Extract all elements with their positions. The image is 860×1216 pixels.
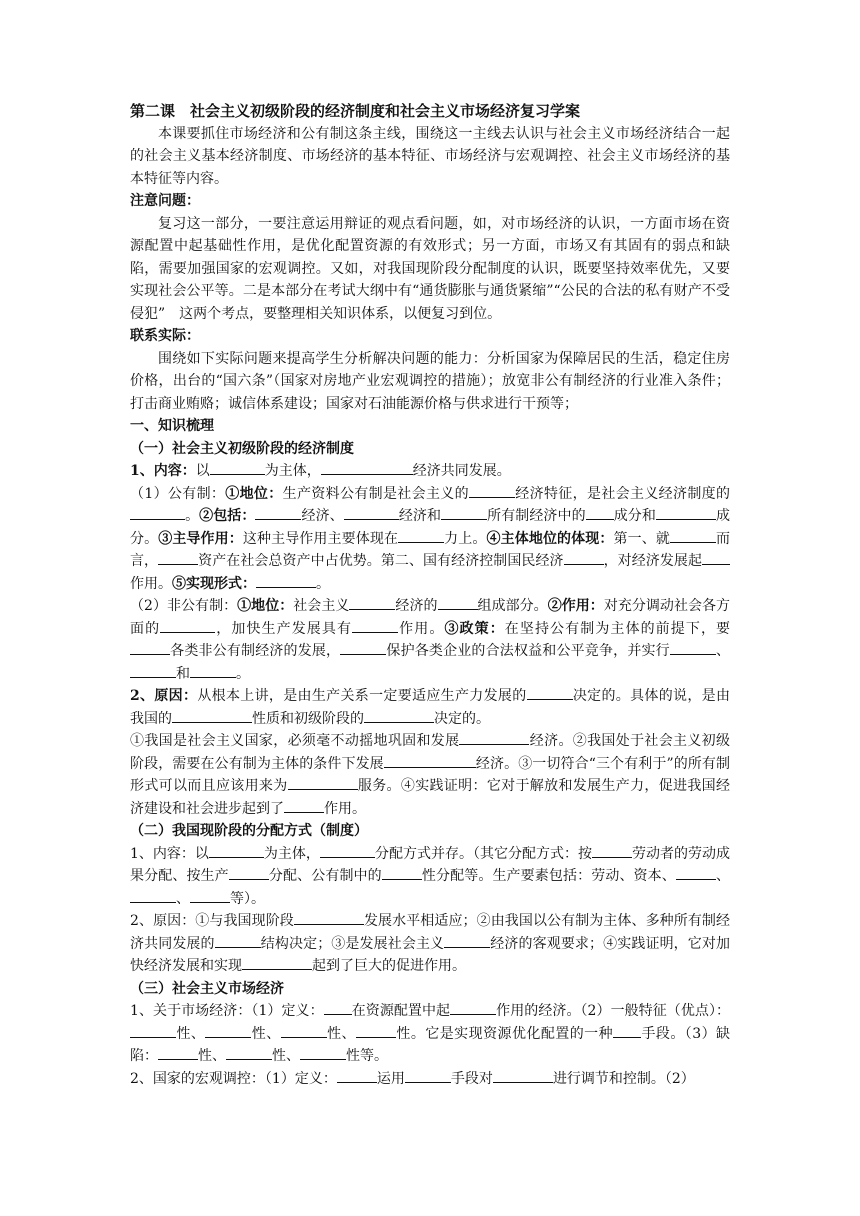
market-economy-paragraph: 1、关于市场经济：（1）定义： 在资源配置中起 作用的经济。（2）一般特征（优点）：性、 性、 性、 性。它是实现资源优化配置的一种 手段。（3）缺陷： 性、 性、 性等。 <box>130 1000 730 1068</box>
subsection-heading-economic-system: （一）社会主义初级阶段的经济制度 <box>130 440 354 457</box>
attention-heading: 注意问题： <box>130 193 200 209</box>
fill-blank[interactable] <box>441 505 487 520</box>
fill-blank[interactable] <box>384 753 476 768</box>
fill-blank[interactable] <box>405 1068 451 1083</box>
fill-blank[interactable] <box>229 865 269 880</box>
distribution-content-paragraph: 1、内容：以 为主体， 分配方式并存。（其它分配方式：按 劳动者的劳动成果分配、按生产 分配、公有制中的 性分配等。生产要素包括：劳动、资本、 、、 等）。 <box>130 843 730 911</box>
item-number: 1、内容： <box>130 463 196 479</box>
fill-blank[interactable] <box>444 933 490 948</box>
fill-blank[interactable] <box>205 1023 251 1038</box>
fill-blank[interactable] <box>398 528 444 543</box>
fill-blank[interactable] <box>676 865 716 880</box>
document-body <box>130 100 730 1090</box>
reason-detail-paragraph: ①我国是社会主义国家，必须毫不动摇地巩固和发展 经济。②我国处于社会主义初级阶段，需要在公有制为主体的条件下发展 经济。③一切符合“三个有利于”的所有制形式可以而且应该用来为 服务。④实践证明：它对于解放和发展生产力，促进我国经济建设和社会进步起到了 作用。 <box>130 730 730 820</box>
fill-blank[interactable] <box>281 1023 327 1038</box>
fill-blank[interactable] <box>349 595 395 610</box>
fill-blank[interactable] <box>586 505 614 520</box>
fill-blank[interactable] <box>450 1000 496 1015</box>
fill-blank[interactable] <box>158 550 198 565</box>
fill-blank[interactable] <box>702 550 730 565</box>
practice-paragraph: 围绕如下实际问题来提高学生分析解决问题的能力：分析国家为保障居民的生活，稳定住房价格，出台的“国六条”（国家对房地产业宏观调控的措施）；放宽非公有制经济的行业准入条件；打击商业贿赂；诚信体系建设；国家对石油能源价格与供求进行干预等； <box>130 350 730 412</box>
subsection-heading-market-economy: （三）社会主义市场经济 <box>130 980 284 997</box>
fill-blank[interactable] <box>158 1045 198 1060</box>
content-item: 1、内容：以 为主体， 经济共同发展。 <box>130 460 730 483</box>
fill-blank[interactable] <box>242 955 312 970</box>
fill-blank[interactable] <box>130 663 176 678</box>
subsection-heading-distribution: （二）我国现阶段的分配方式（制度） <box>130 823 368 839</box>
reason-paragraph: 2、原因：从根本上讲，是由生产关系一定要适应生产力发展的 决定的。具体的说，是由我国的 性质和初级阶段的 决定的。 <box>130 685 730 730</box>
fill-blank[interactable] <box>130 1023 176 1038</box>
fill-blank[interactable] <box>294 910 364 925</box>
fill-blank[interactable] <box>340 640 386 655</box>
fill-blank[interactable] <box>438 595 478 610</box>
fill-blank[interactable] <box>613 1023 641 1038</box>
fill-blank[interactable] <box>352 618 398 633</box>
macro-control-paragraph: 2、国家的宏观调控：（1）定义： 运用 手段对 进行调节和控制。（2） <box>130 1068 730 1091</box>
item-number: 2、原因： <box>130 688 198 704</box>
attention-paragraph: 复习这一部分，一要注意运用辩证的观点看问题，如，对市场经济的认识，一方面市场在资源配置中起基础性作用，是优化配置资源的有效形式；另一方面，市场又有其固有的弱点和缺陷，需要加强国家的宏观调控。又如，对我国现阶段分配制度的认识，既要坚持效率优先，又要实现社会公平等。二是本部分在考试大纲中有“通货膨胀与通货紧缩”“公民的合法的私有财产不受侵犯” 这两个考点，要整理相关知识体系，以便复习到位。 <box>130 215 730 322</box>
section-heading-knowledge: 一、知识梳理 <box>130 418 214 434</box>
practice-heading: 联系实际： <box>130 328 200 344</box>
fill-blank[interactable] <box>215 933 261 948</box>
public-ownership-paragraph: （1）公有制：①地位：生产资料公有制是社会主义的 经济特征，是社会主义经济制度的。②包括： 经济、 经济和 所有制经济中的 成分和 成分。③主导作用：这种主导作用主要体现在 力上。④主体地位的体现：第一、就 而言， 资产在社会总资产中占优势。第二、国有经济控制国民经济 ，对经济发展起作用。⑤实现形式： 。 <box>130 483 730 596</box>
fill-blank[interactable] <box>190 663 236 678</box>
fill-blank[interactable] <box>190 888 230 903</box>
fill-blank[interactable] <box>656 505 716 520</box>
fill-blank[interactable] <box>284 798 324 813</box>
fill-blank[interactable] <box>255 505 301 520</box>
fill-blank[interactable] <box>356 1023 396 1038</box>
intro-paragraph: 本课要抓住市场经济和公有制这条主线，围绕这一主线去认识与社会主义市场经济结合一起的社会主义基本经济制度、市场经济的基本特征、市场经济与宏观调控、社会主义市场经济的基本特征等内容。 <box>130 125 730 187</box>
fill-blank[interactable] <box>670 640 716 655</box>
fill-blank[interactable] <box>527 685 573 700</box>
fill-blank[interactable] <box>172 708 252 723</box>
fill-blank[interactable] <box>364 708 434 723</box>
non-public-ownership-paragraph: （2）非公有制：①地位：社会主义 经济的 组成部分。②作用：对充分调动社会各方面的 ，加快生产发展具有 作用。③政策：在坚持公有制为主体的前提下，要各类非公有制经济的发展， 保护各类企业的合法权益和公平竞争，并实行 、和 。 <box>130 595 730 685</box>
fill-blank[interactable] <box>321 460 413 475</box>
distribution-reason-paragraph: 2、原因：①与我国现阶段 发展水平相适应；②由我国以公有制为主体、多种所有制经济共同发展的 结构决定；③是发展社会主义 经济的客观要求；④实践证明，它对加快经济发展和实现 起到了巨大的促进作用。 <box>130 910 730 978</box>
fill-blank[interactable] <box>256 573 316 588</box>
fill-blank[interactable] <box>226 1045 272 1060</box>
fill-blank[interactable] <box>670 528 716 543</box>
fill-blank[interactable] <box>130 640 170 655</box>
fill-blank[interactable] <box>210 460 265 475</box>
fill-blank[interactable] <box>337 1068 377 1083</box>
fill-blank[interactable] <box>344 505 399 520</box>
fill-blank[interactable] <box>320 843 375 858</box>
fill-blank[interactable] <box>493 1068 553 1083</box>
fill-blank[interactable] <box>592 843 632 858</box>
fill-blank[interactable] <box>469 483 515 498</box>
fill-blank[interactable] <box>324 1000 352 1015</box>
fill-blank[interactable] <box>288 775 358 790</box>
fill-blank[interactable] <box>130 505 185 520</box>
fill-blank[interactable] <box>564 550 604 565</box>
fill-blank[interactable] <box>459 730 529 745</box>
fill-blank[interactable] <box>300 1045 346 1060</box>
fill-blank[interactable] <box>160 618 215 633</box>
fill-blank[interactable] <box>130 888 176 903</box>
page-title: 第二课 社会主义初级阶段的经济制度和社会主义市场经济复习学案 <box>130 102 581 120</box>
fill-blank[interactable] <box>382 865 422 880</box>
fill-blank[interactable] <box>209 843 264 858</box>
